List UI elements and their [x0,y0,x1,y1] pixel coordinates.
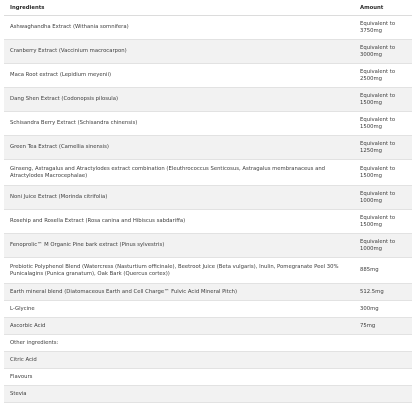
ingredient-cell: Dang Shen Extract (Codonopsis pilosula) [4,88,354,112]
amount-cell: 885mg [354,258,412,284]
ingredient-cell: Fenoprolic™ M Organic Pine bark extract (Pinus sylvestris) [4,234,354,258]
ingredient-cell: Maca Root extract (Lepidium meyenii) [4,64,354,88]
table-row [4,318,412,335]
ingredient-cell: Ginseng, Astragalus and Atractylodes extract combination (Eleuthrococcus Senticosus, Astragalus membranaceus and Atractylodes Macrocephalae) [4,160,354,186]
amount-cell: Equivalent to 1500mg [354,160,412,186]
ingredient-cell: Ascorbic Acid [4,318,354,335]
amount-cell: 75mg [354,318,412,335]
amount-cell: Equivalent to 1000mg [354,234,412,258]
ingredient-cell: Ashwaghandha Extract (Withania somnifera) [4,16,354,40]
ingredient-cell: Rosehip and Rosella Extract (Rosa canina and Hibiscus sabdariffa) [4,210,354,234]
amount-cell: 300mg [354,301,412,318]
amount-cell: Equivalent to 1000mg [354,186,412,210]
ingredient-cell: Cranberry Extract (Vaccinium macrocarpon) [4,40,354,64]
amount-cell: Equivalent to 1500mg [354,112,412,136]
table-row [4,386,412,403]
ingredient-cell: Prebiotic Polyphenol Blend (Watercress (Nasturtium officinale), Beetroot Juice (Beta vulgaris), Inulin, Pomegranate Peel 30% Punicalagins (Punica granatum), Oak Bark (Quercus cortex)) [4,258,354,284]
ingredient-cell: Flavours [4,369,354,386]
table-row [4,160,412,186]
table-row [4,112,412,136]
table-row [4,64,412,88]
ingredient-cell: Stevia [4,386,354,403]
amount-cell: Equivalent to 3750mg [354,16,412,40]
table-row [4,284,412,301]
amount-cell [354,369,412,386]
amount-cell [354,352,412,369]
column-header-ingredients: Ingredients [4,2,354,16]
table-row [4,352,412,369]
ingredient-cell: Green Tea Extract (Camellia sinensis) [4,136,354,160]
ingredient-cell: Earth mineral blend (Diatomaceous Earth and Cell Charge™ Fulvic Acid Mineral Pitch) [4,284,354,301]
column-header-amount: Amount [354,2,412,16]
amount-cell [354,335,412,352]
ingredient-cell: Other ingredients: [4,335,354,352]
amount-cell: 512.5mg [354,284,412,301]
table-row [4,210,412,234]
table-row [4,301,412,318]
table-row [4,88,412,112]
table-row [4,136,412,160]
amount-cell [354,386,412,403]
amount-cell: Equivalent to 1500mg [354,88,412,112]
amount-cell: Equivalent to 1500mg [354,210,412,234]
table-row [4,335,412,352]
ingredient-cell: L-Glycine [4,301,354,318]
table-row [4,234,412,258]
table-row [4,186,412,210]
amount-cell: Equivalent to 3000mg [354,40,412,64]
ingredient-cell: Citric Acid [4,352,354,369]
table-header-row [4,2,412,16]
table-row [4,40,412,64]
ingredient-cell: Schisandra Berry Extract (Schisandra chinensis) [4,112,354,136]
table-row [4,369,412,386]
ingredients-table [4,2,412,403]
amount-cell: Equivalent to 2500mg [354,64,412,88]
ingredient-cell: Noni Juice Extract (Morinda citrifolia) [4,186,354,210]
table-row [4,16,412,40]
amount-cell: Equivalent to 1250mg [354,136,412,160]
table-row [4,258,412,284]
